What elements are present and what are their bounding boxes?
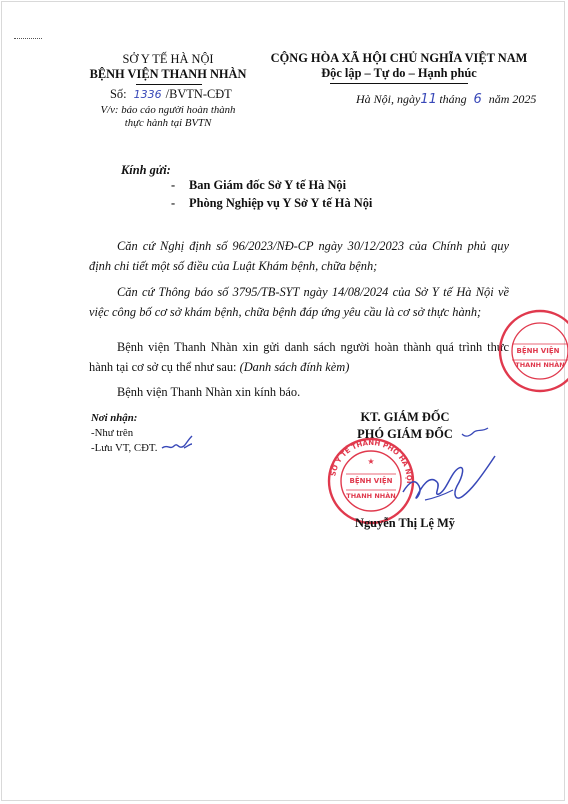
agency-name: SỞ Y TẾ HÀ NỘI (122, 52, 214, 66)
recipients-title: Kính gửi: (121, 163, 171, 177)
number-prefix: Số: (110, 87, 127, 101)
footer-recipient-2: -Lưu VT, CĐT. (91, 442, 158, 454)
signature-position-2: PHÓ GIÁM ĐỐC (357, 427, 453, 441)
date-prefix: Hà Nội, ngày (356, 92, 421, 106)
country-name: CỘNG HÒA XÃ HỘI CHỦ NGHĨA VIỆT NAM (270, 51, 528, 65)
subject-line-2: thực hành tại BVTN (124, 117, 212, 129)
svg-text:★: ★ (367, 457, 375, 466)
body-paragraph-4: Bệnh viện Thanh Nhàn xin kính báo. (117, 385, 301, 399)
day-handwritten: 11 (420, 92, 437, 107)
initial-mark (160, 432, 200, 454)
side-stamp (496, 306, 568, 396)
handwritten-signature (395, 452, 505, 514)
footer-recipient-1: -Như trên (91, 427, 134, 439)
paragraph-3-main: Bệnh viện Thanh Nhàn xin gửi danh sách người hoàn thành quá trình thực hành tại cơ sở cụ thể như sau: (89, 340, 509, 374)
subject-line-1: V/v: báo cáo người hoàn thành (100, 104, 236, 116)
bullet-dash: - (171, 196, 176, 210)
side-stamp-line-1: BỆNH VIỆN (516, 347, 560, 355)
stamp-line-2: THANH NHÀN (346, 492, 396, 500)
paragraph-3-italic: (Danh sách đính kèm) (239, 360, 350, 374)
number-suffix: /BVTN-CĐT (165, 87, 232, 101)
recipient-2-label: Phòng Nghiệp vụ Y Sở Y tế Hà Nội (189, 196, 373, 210)
number-handwritten: 1336 (133, 88, 162, 101)
side-stamp-line-2: THANH NHÀN (515, 361, 565, 369)
date-line (356, 92, 536, 107)
year-label: năm 2025 (488, 92, 537, 106)
footer-recipients-title: Nơi nhận: (91, 412, 138, 424)
signer-name: Nguyễn Thị Lệ Mỹ (355, 516, 455, 530)
hospital-underline (136, 84, 202, 85)
stamp-line-1: BỆNH VIỆN (349, 477, 393, 485)
scan-mark (14, 38, 42, 41)
bullet-dash: - (171, 178, 176, 192)
document-number (110, 87, 232, 102)
recipient-item-2 (171, 196, 372, 211)
hospital-name: BỆNH VIỆN THANH NHÀN (89, 67, 247, 81)
body-paragraph-3 (89, 337, 509, 377)
motto: Độc lập – Tự do – Hạnh phúc (321, 66, 477, 80)
recipient-item-1 (171, 178, 346, 193)
recipient-1-label: Ban Giám đốc Sở Y tế Hà Nội (189, 178, 347, 192)
stamp-ring-text: SỞ Y TẾ THÀNH PHỐ HÀ NỘI (329, 438, 414, 484)
month-handwritten: 6 (473, 92, 482, 107)
body-paragraph-2: Căn cứ Thông báo số 3795/TB-SYT ngày 14/08/2024 của Sở Y tế Hà Nội về việc công bố cơ sở khám bệnh, chữa bệnh đáp ứng yêu cầu là cơ sở thực hành; (89, 285, 509, 319)
month-label: tháng (439, 92, 467, 106)
motto-underline (330, 83, 468, 84)
body-paragraph-1: Căn cứ Nghị định số 96/2023/NĐ-CP ngày 30/12/2023 của Chính phủ quy định chi tiết một số điều của Luật Khám bệnh, chữa bệnh; (89, 239, 509, 273)
signature-position-1: KT. GIÁM ĐỐC (360, 410, 450, 424)
approval-check-mark (460, 426, 490, 440)
